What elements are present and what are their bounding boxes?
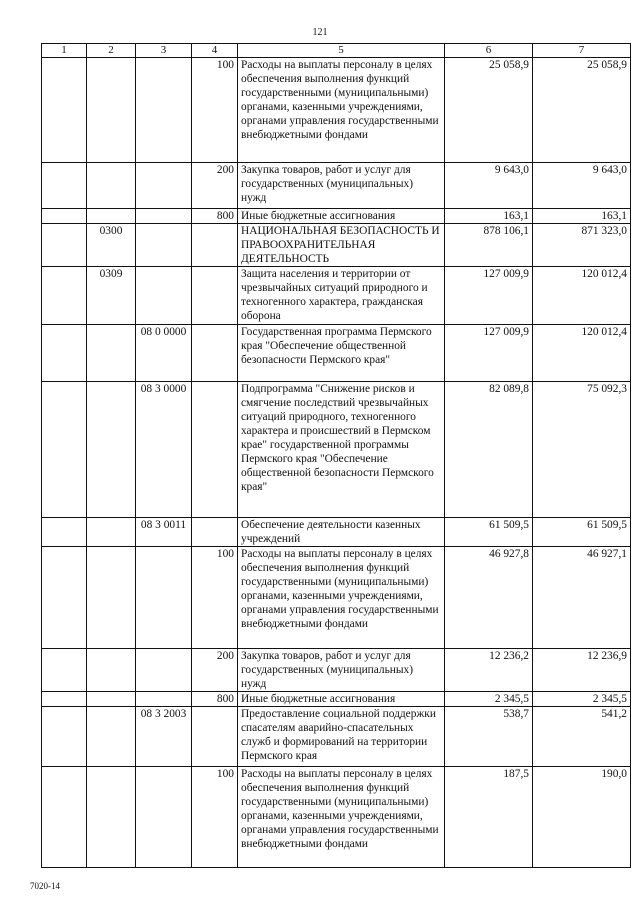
cell-expense-type: 100 [192, 767, 238, 868]
cell-amount-year1: 82 089,8 [445, 382, 533, 518]
cell-section-code [87, 692, 136, 707]
cell-amount-year1: 127 009,9 [445, 267, 533, 325]
cell-amount-year1: 25 058,9 [445, 58, 533, 163]
column-header: 7 [533, 44, 631, 58]
column-header: 1 [42, 44, 87, 58]
cell-expense-type: 100 [192, 58, 238, 163]
cell-amount-year2: 120 012,4 [533, 325, 631, 382]
cell-amount-year1: 46 927,8 [445, 547, 533, 649]
cell-section-code [87, 707, 136, 767]
cell-col1 [42, 707, 87, 767]
table-row [42, 692, 631, 707]
cell-target-article [136, 163, 192, 209]
cell-col1 [42, 325, 87, 382]
cell-col1 [42, 209, 87, 224]
cell-description: НАЦИОНАЛЬНАЯ БЕЗОПАСНОСТЬ И ПРАВООХРАНИТЕЛЬНАЯ ДЕЯТЕЛЬНОСТЬ [238, 224, 445, 267]
cell-description: Государственная программа Пермского края "Обеспечение общественной безопасности Пермского края" [238, 325, 445, 382]
cell-amount-year2: 9 643,0 [533, 163, 631, 209]
page-number: 121 [312, 27, 328, 38]
cell-amount-year2: 541,2 [533, 707, 631, 767]
cell-description: Закупка товаров, работ и услуг для государственных (муниципальных) нужд [238, 649, 445, 692]
cell-amount-year1: 2 345,5 [445, 692, 533, 707]
cell-target-article [136, 58, 192, 163]
cell-section-code [87, 209, 136, 224]
column-header: 6 [445, 44, 533, 58]
cell-section-code [87, 649, 136, 692]
document-code: 7020-14 [30, 881, 60, 891]
cell-target-article [136, 767, 192, 868]
cell-amount-year2: 12 236,9 [533, 649, 631, 692]
cell-target-article [136, 649, 192, 692]
table-row [42, 382, 631, 518]
cell-expense-type [192, 518, 238, 547]
cell-amount-year1: 187,5 [445, 767, 533, 868]
cell-amount-year1: 127 009,9 [445, 325, 533, 382]
cell-amount-year1: 12 236,2 [445, 649, 533, 692]
cell-section-code [87, 518, 136, 547]
cell-expense-type: 200 [192, 163, 238, 209]
cell-section-code [87, 382, 136, 518]
cell-col1 [42, 58, 87, 163]
cell-expense-type [192, 707, 238, 767]
cell-description: Расходы на выплаты персоналу в целях обеспечения выполнения функций государственными (муниципальными) органами, казенными учреждениями, органами управления государственными внебюджетными фондами [238, 767, 445, 868]
cell-amount-year1: 878 106,1 [445, 224, 533, 267]
cell-col1 [42, 767, 87, 868]
table-header-row [42, 44, 631, 58]
cell-col1 [42, 692, 87, 707]
cell-expense-type: 800 [192, 692, 238, 707]
cell-description: Обеспечение деятельности казенных учреждений [238, 518, 445, 547]
cell-expense-type [192, 382, 238, 518]
column-header: 3 [136, 44, 192, 58]
cell-expense-type [192, 267, 238, 325]
cell-amount-year1: 538,7 [445, 707, 533, 767]
table-row [42, 649, 631, 692]
cell-target-article [136, 267, 192, 325]
cell-target-article: 08 3 0000 [136, 382, 192, 518]
cell-target-article [136, 209, 192, 224]
cell-col1 [42, 382, 87, 518]
cell-amount-year2: 190,0 [533, 767, 631, 868]
cell-col1 [42, 547, 87, 649]
cell-section-code [87, 767, 136, 868]
cell-expense-type [192, 325, 238, 382]
cell-section-code [87, 163, 136, 209]
cell-expense-type: 100 [192, 547, 238, 649]
cell-target-article: 08 3 2003 [136, 707, 192, 767]
table-row [42, 163, 631, 209]
cell-description: Подпрограмма "Снижение рисков и смягчение последствий чрезвычайных ситуаций природного, техногенного характера и происшествий в Пермском крае" государственной программы Пермского края "Обеспечение общественной безопасности Пермского края" [238, 382, 445, 518]
cell-target-article [136, 224, 192, 267]
cell-col1 [42, 224, 87, 267]
table-row [42, 707, 631, 767]
cell-target-article [136, 692, 192, 707]
table-row [42, 767, 631, 868]
cell-amount-year2: 25 058,9 [533, 58, 631, 163]
cell-target-article [136, 547, 192, 649]
table-row [42, 209, 631, 224]
cell-amount-year2: 163,1 [533, 209, 631, 224]
cell-description: Иные бюджетные ассигнования [238, 692, 445, 707]
cell-amount-year1: 9 643,0 [445, 163, 533, 209]
cell-col1 [42, 518, 87, 547]
cell-description: Закупка товаров, работ и услуг для государственных (муниципальных) нужд [238, 163, 445, 209]
cell-target-article: 08 3 0011 [136, 518, 192, 547]
cell-section-code: 0309 [87, 267, 136, 325]
table-row [42, 58, 631, 163]
budget-table [41, 43, 631, 868]
cell-expense-type [192, 224, 238, 267]
cell-description: Предоставление социальной поддержки спасателям аварийно-спасательных служб и формирований на территории Пермского края [238, 707, 445, 767]
cell-amount-year2: 46 927,1 [533, 547, 631, 649]
cell-description: Иные бюджетные ассигнования [238, 209, 445, 224]
cell-amount-year2: 75 092,3 [533, 382, 631, 518]
cell-amount-year1: 163,1 [445, 209, 533, 224]
table-row [42, 325, 631, 382]
cell-amount-year1: 61 509,5 [445, 518, 533, 547]
cell-col1 [42, 649, 87, 692]
cell-section-code [87, 58, 136, 163]
cell-amount-year2: 2 345,5 [533, 692, 631, 707]
table-row [42, 547, 631, 649]
cell-section-code [87, 325, 136, 382]
cell-section-code [87, 547, 136, 649]
table-row [42, 224, 631, 267]
cell-expense-type: 200 [192, 649, 238, 692]
cell-expense-type: 800 [192, 209, 238, 224]
cell-target-article: 08 0 0000 [136, 325, 192, 382]
column-header: 4 [192, 44, 238, 58]
cell-amount-year2: 61 509,5 [533, 518, 631, 547]
cell-section-code: 0300 [87, 224, 136, 267]
cell-description: Защита населения и территории от чрезвычайных ситуаций природного и техногенного характера, гражданская оборона [238, 267, 445, 325]
table-row [42, 518, 631, 547]
column-header: 5 [238, 44, 445, 58]
cell-description: Расходы на выплаты персоналу в целях обеспечения выполнения функций государственными (муниципальными) органами, казенными учреждениями, органами управления государственными внебюджетными фондами [238, 547, 445, 649]
column-header: 2 [87, 44, 136, 58]
cell-description: Расходы на выплаты персоналу в целях обеспечения выполнения функций государственными (муниципальными) органами, казенными учреждениями, органами управления государственными внебюджетными фондами [238, 58, 445, 163]
cell-col1 [42, 267, 87, 325]
cell-col1 [42, 163, 87, 209]
cell-amount-year2: 871 323,0 [533, 224, 631, 267]
cell-amount-year2: 120 012,4 [533, 267, 631, 325]
table-row [42, 267, 631, 325]
